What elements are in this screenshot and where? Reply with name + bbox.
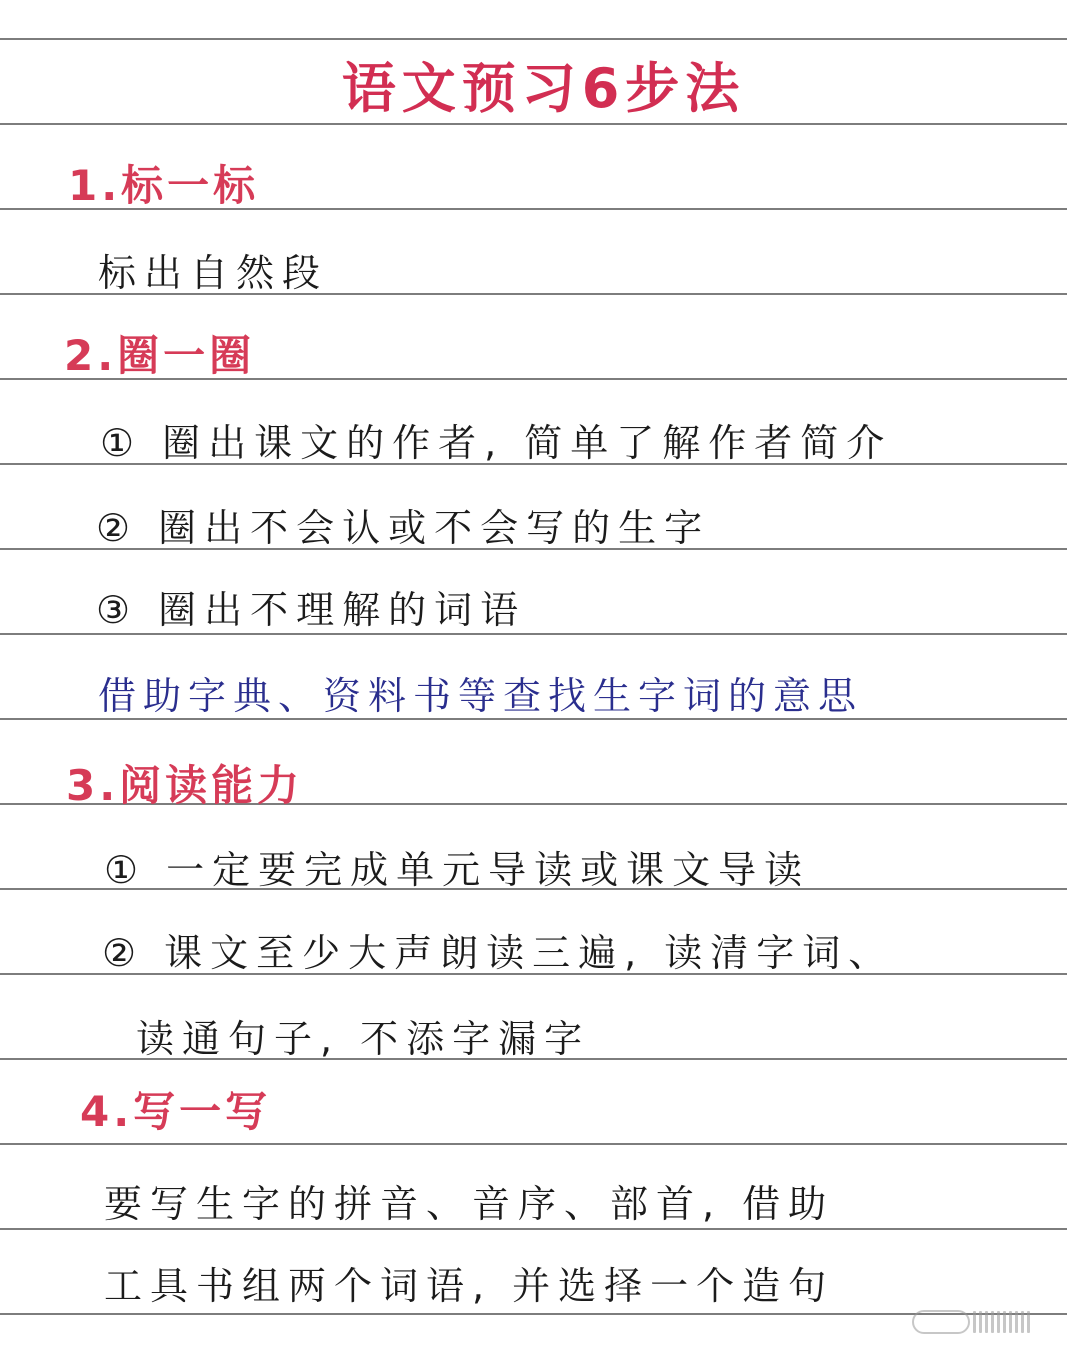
section-line: 工具书组两个词语, 并选择一个造句: [104, 1264, 835, 1308]
section-line: 要写生字的拼音、音序、部首, 借助: [104, 1182, 835, 1226]
ruled-line: [0, 38, 1067, 40]
section-note: 借助字典、资料书等查找生字词的意思: [98, 674, 864, 718]
section-line: 读通句子, 不添字漏字: [136, 1017, 591, 1061]
section-line: ② 课文至少大声朗读三遍, 读清字词、: [102, 931, 895, 975]
watermark-icon: [912, 1307, 1046, 1337]
section-heading: 2.圈一圈: [64, 330, 256, 380]
section-line: ② 圈出不会认或不会写的生字: [96, 506, 711, 550]
section-line: ① 圈出课文的作者, 简单了解作者简介: [100, 421, 893, 465]
section-heading: 4.写一写: [80, 1086, 272, 1136]
section-heading: 3.阅读能力: [66, 760, 304, 810]
section-line: ③ 圈出不理解的词语: [96, 588, 527, 632]
section-heading: 1.标一标: [68, 160, 260, 210]
section-line: ① 一定要完成单元导读或课文导读: [104, 848, 811, 892]
page-title: 语文预习6步法: [341, 57, 746, 120]
section-line: 标出自然段: [98, 251, 329, 295]
